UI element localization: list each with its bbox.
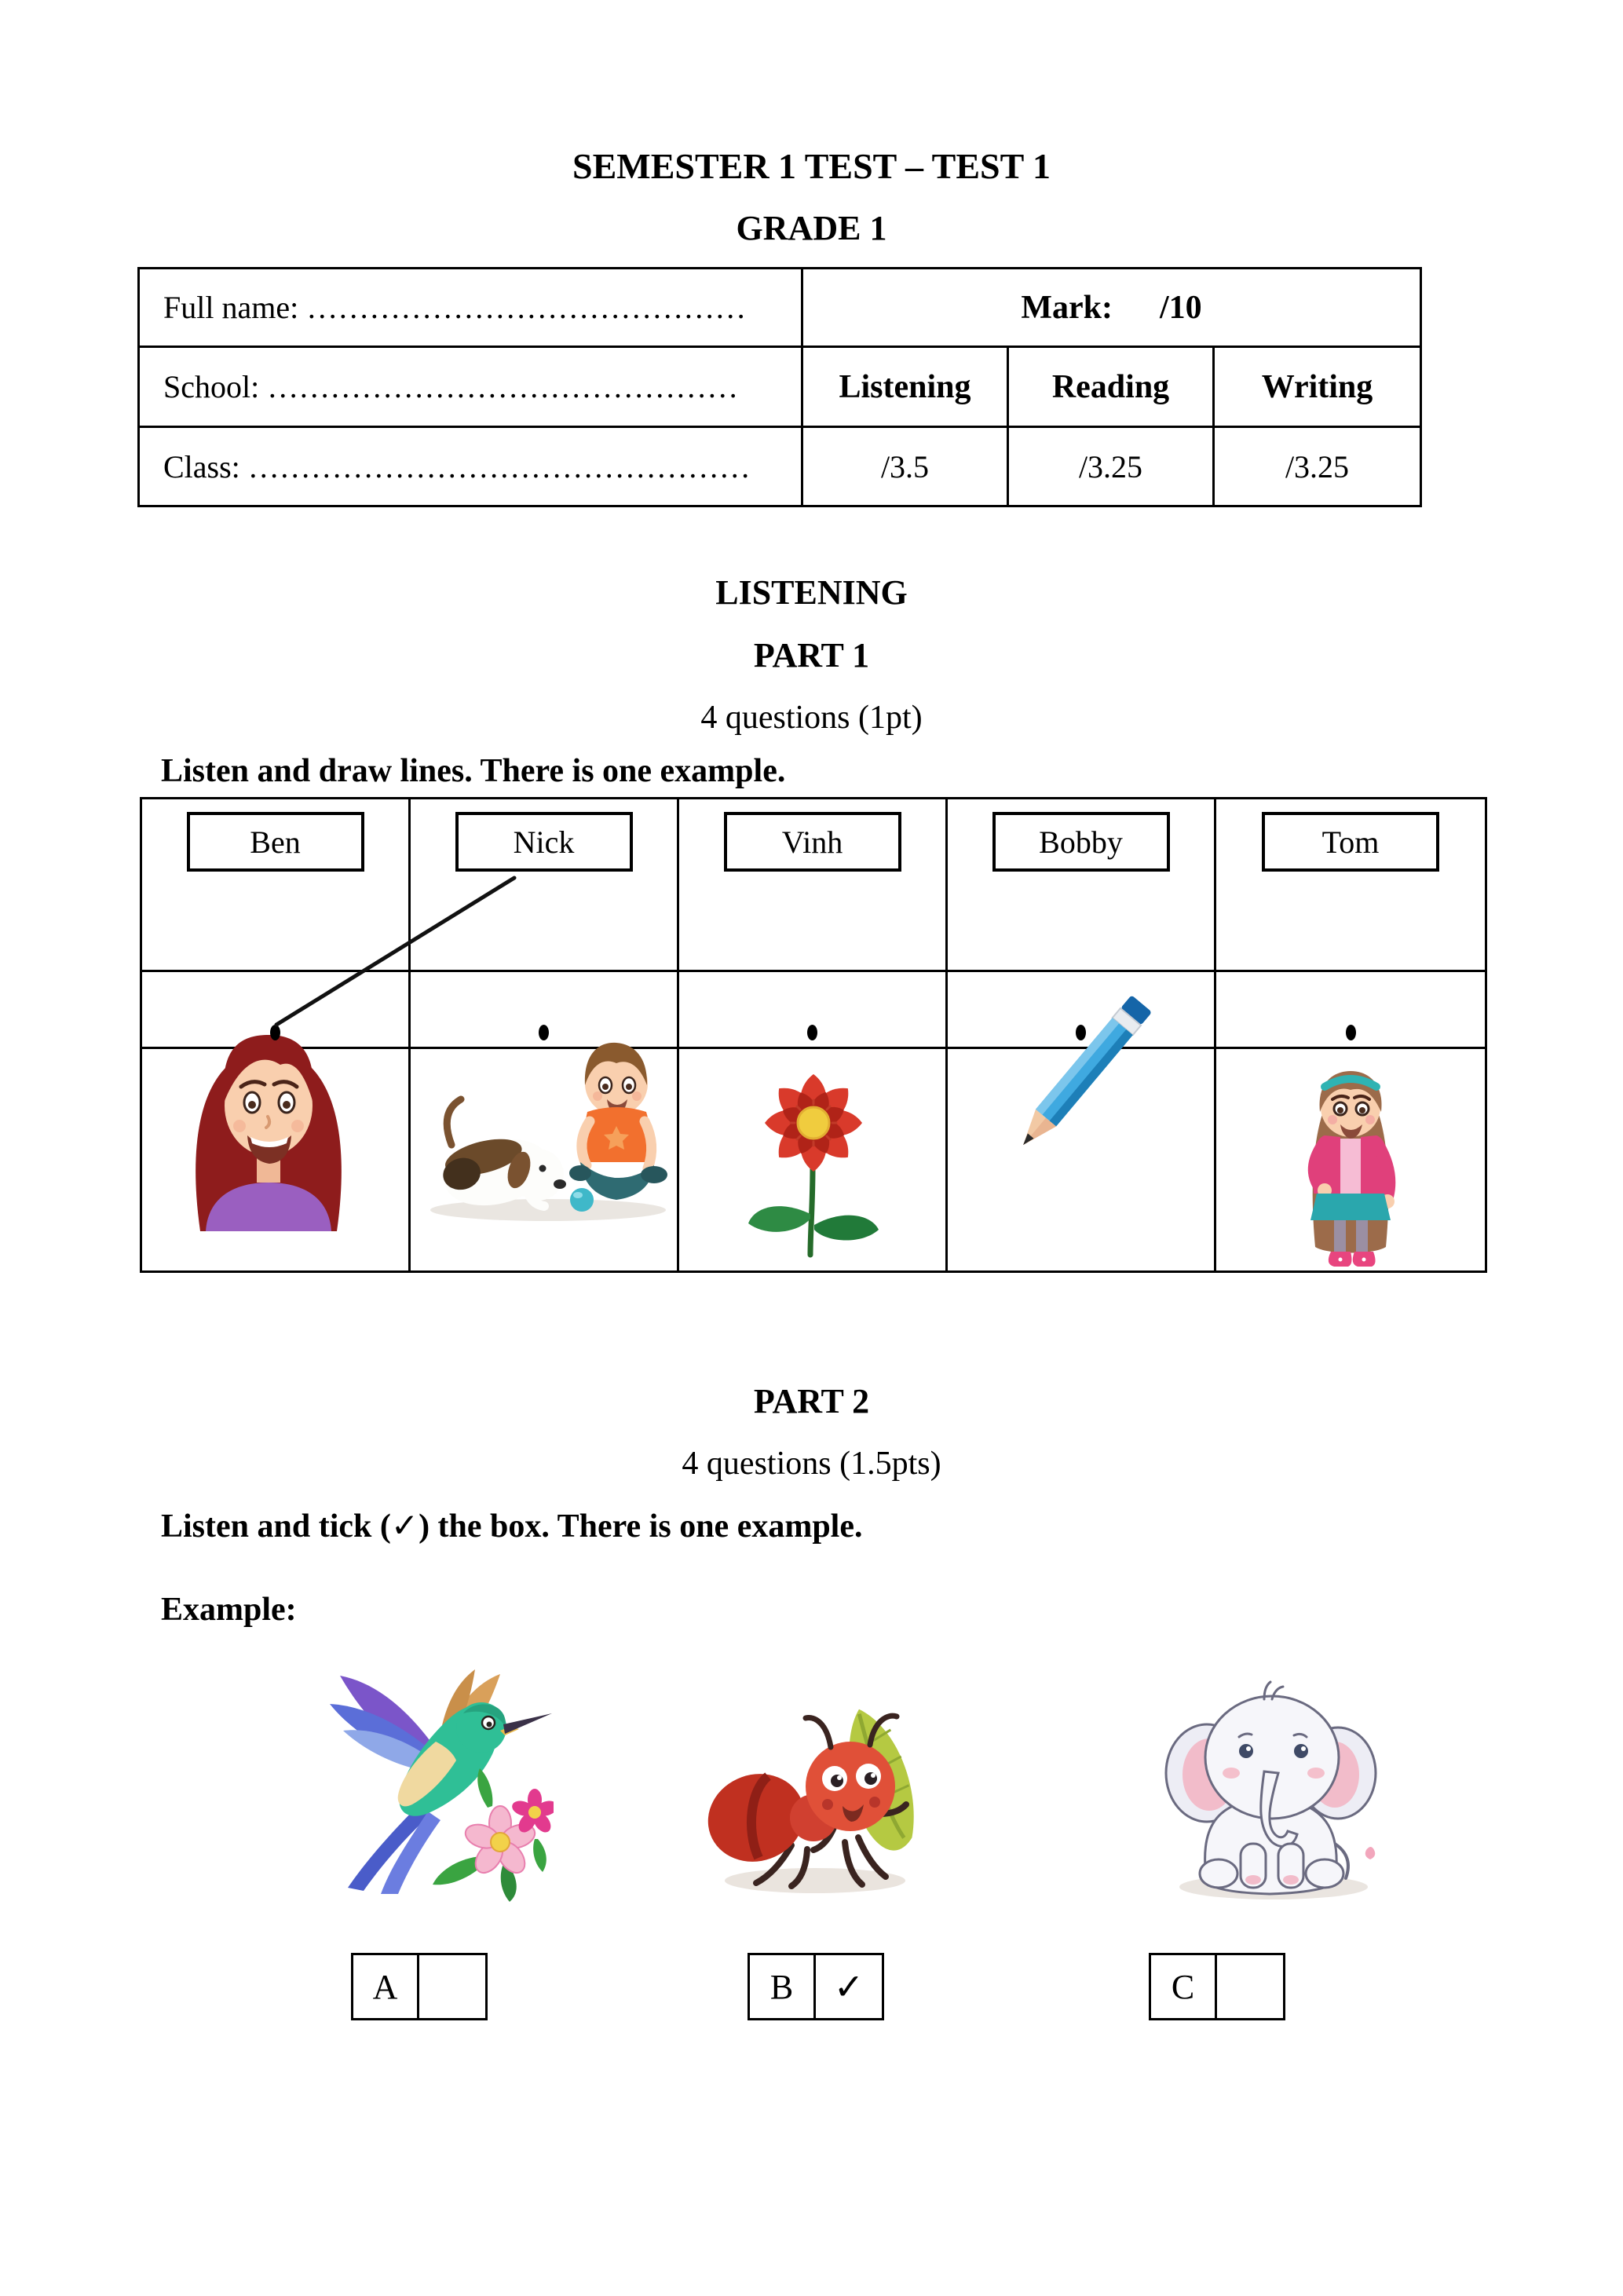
option-letter-b: B bbox=[750, 1955, 816, 2018]
tick-cell-c[interactable] bbox=[1217, 1955, 1283, 2018]
part2-example-label: Example: bbox=[161, 1592, 297, 1628]
page-title: SEMESTER 1 TEST – TEST 1 bbox=[572, 146, 1051, 186]
pencil-image bbox=[1003, 994, 1172, 1183]
name-box-tom[interactable] bbox=[1262, 812, 1439, 872]
name-box-nick[interactable] bbox=[455, 812, 633, 872]
part2-title: PART 2 bbox=[753, 1382, 870, 1420]
connector-dot-pencil[interactable] bbox=[1076, 1025, 1086, 1040]
option-letter-a: A bbox=[353, 1955, 419, 2018]
picture-cell bbox=[1216, 1049, 1485, 1270]
part2-subtitle: 4 questions (1.5pts) bbox=[682, 1446, 941, 1482]
mark-label: Mark: bbox=[1021, 289, 1113, 326]
name-cell bbox=[1216, 799, 1485, 972]
skill-header-writing: Writing bbox=[1215, 348, 1420, 428]
name-box-bobby[interactable] bbox=[992, 812, 1170, 872]
name-cell bbox=[411, 799, 679, 972]
connector-dot-boy-dog[interactable] bbox=[539, 1025, 549, 1040]
mark-total-value: /10 bbox=[1159, 289, 1202, 326]
picture-cell bbox=[411, 1049, 679, 1270]
picture-cell bbox=[142, 1049, 411, 1270]
name-label-ben: Ben bbox=[250, 824, 301, 860]
hummingbird-image bbox=[302, 1658, 554, 1903]
dot-cell bbox=[1216, 972, 1485, 1049]
full-name-field[interactable]: Full name: …………………………………… bbox=[140, 269, 803, 348]
flower-image bbox=[733, 1057, 894, 1258]
name-label-vinh: Vinh bbox=[781, 824, 843, 860]
part1-instruction: Listen and draw lines. There is one example. bbox=[161, 753, 786, 789]
dot-cell bbox=[679, 972, 948, 1049]
woman-image bbox=[163, 999, 375, 1231]
name-label-bobby: Bobby bbox=[1039, 824, 1123, 860]
boy-with-dog-image bbox=[419, 1011, 674, 1226]
option-box-b bbox=[748, 1953, 884, 2020]
student-info-table bbox=[137, 267, 1422, 507]
name-label-tom: Tom bbox=[1321, 824, 1380, 860]
grade-title: GRADE 1 bbox=[736, 209, 887, 247]
class-field[interactable]: Class: ………………………………………… bbox=[140, 428, 803, 505]
score-listening: /3.5 bbox=[803, 428, 1009, 505]
elephant-image bbox=[1132, 1655, 1407, 1908]
tick-cell-a[interactable] bbox=[419, 1955, 485, 2018]
picture-cell bbox=[679, 1049, 948, 1270]
part2-instruction: Listen and tick (✓) the box. There is one example. bbox=[161, 1508, 863, 1545]
connector-dot-woman[interactable] bbox=[270, 1025, 280, 1040]
picture-cell bbox=[948, 1049, 1216, 1270]
option-box-a bbox=[351, 1953, 488, 2020]
school-field[interactable]: School: ……………………………………… bbox=[140, 348, 803, 428]
skill-header-reading: Reading bbox=[1009, 348, 1215, 428]
name-cell bbox=[948, 799, 1216, 972]
ant-image bbox=[674, 1688, 937, 1899]
connector-dot-flower[interactable] bbox=[807, 1025, 817, 1040]
part1-subtitle: 4 questions (1pt) bbox=[700, 700, 923, 736]
name-cell bbox=[679, 799, 948, 972]
girl-image bbox=[1268, 1051, 1433, 1268]
mark-cell bbox=[803, 269, 1420, 348]
name-label-nick: Nick bbox=[513, 824, 575, 860]
part1-title: PART 1 bbox=[753, 636, 870, 675]
connector-dot-girl[interactable] bbox=[1346, 1025, 1356, 1040]
option-box-c bbox=[1149, 1953, 1285, 2020]
part1-matching-table bbox=[140, 797, 1487, 1273]
tick-cell-b[interactable]: ✓ bbox=[833, 1965, 865, 2008]
name-box-ben[interactable] bbox=[187, 812, 364, 872]
score-reading: /3.25 bbox=[1009, 428, 1215, 505]
score-writing: /3.25 bbox=[1285, 448, 1350, 484]
name-cell bbox=[142, 799, 411, 972]
listening-section-title: LISTENING bbox=[715, 573, 908, 612]
skill-header-listening: Listening bbox=[803, 348, 1009, 428]
name-box-vinh[interactable] bbox=[724, 812, 901, 872]
option-letter-c: C bbox=[1151, 1955, 1217, 2018]
